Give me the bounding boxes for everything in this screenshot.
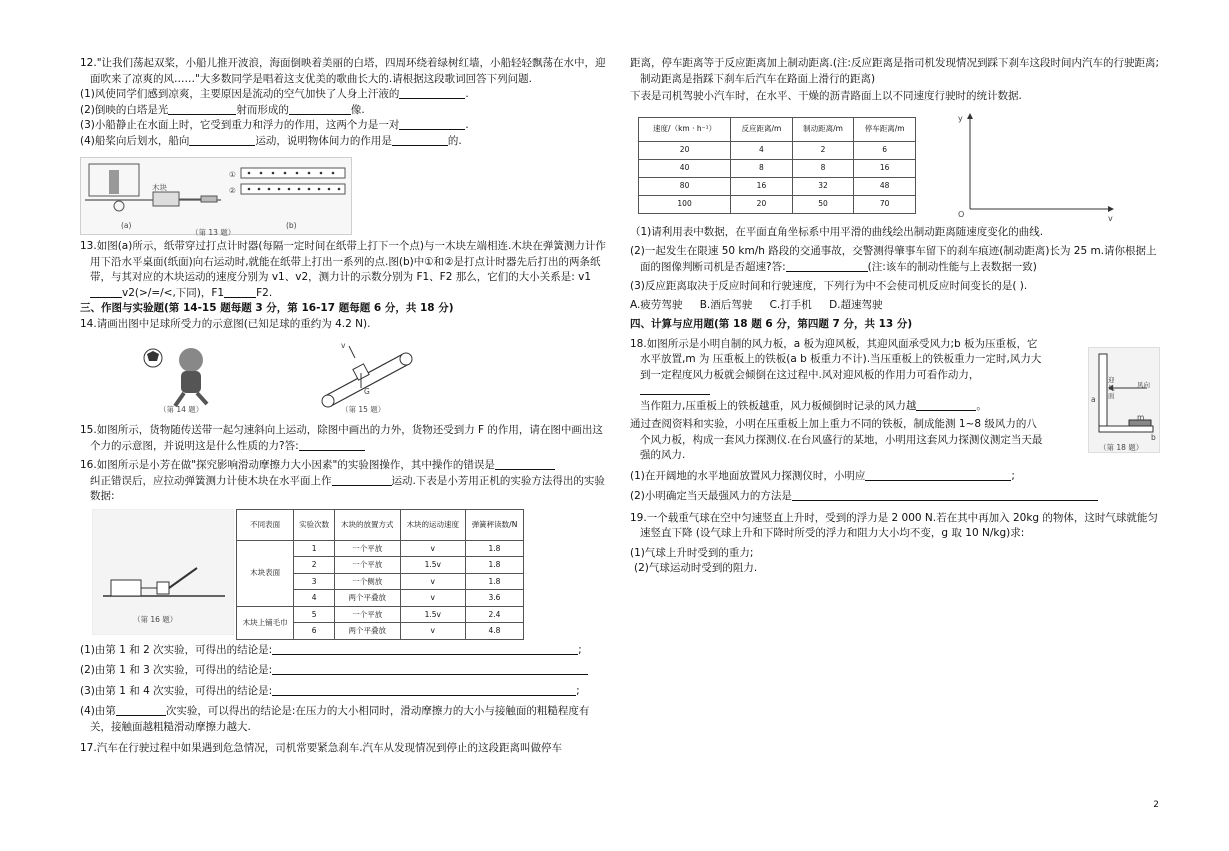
table-cell: 1: [294, 540, 335, 557]
table17-graph-block: [630, 111, 1160, 221]
table-cell: 6: [294, 623, 335, 640]
table-cell: 两个平叠放: [334, 623, 400, 640]
graph-y-label: y: [958, 113, 963, 123]
section-4-heading: 四、计算与应用题(第 18 题 6 分，第四题 7 分，共 13 分): [630, 318, 913, 330]
q12-sub4-end: 的.: [447, 134, 462, 147]
figure-18-drawing: [1089, 348, 1159, 452]
answer-blank[interactable]: [392, 134, 448, 146]
table-header: 不同表面: [237, 509, 294, 540]
answer-blank[interactable]: [640, 383, 710, 395]
table-cell: 16: [854, 159, 916, 177]
q16-sub4: [80, 704, 608, 735]
fig13-tape2-label: ②: [229, 186, 236, 195]
option-c[interactable]: C.打手机: [769, 298, 812, 311]
table-row: [237, 540, 524, 557]
q18-para2-text: 当作阻力,压重板上的铁板越重，风力板倾倒时记录的风力越: [640, 399, 917, 412]
table-header: 制动距离/m: [792, 117, 854, 141]
option-a[interactable]: A.疲劳驾驶: [630, 298, 683, 311]
q12-sub1: [80, 87, 608, 103]
answer-blank[interactable]: [272, 643, 578, 655]
q12-sub4-text: (4)船桨向后划水，船向: [80, 134, 190, 147]
table-cell: 两个平叠放: [334, 590, 400, 607]
q12-sub1-end: .: [465, 88, 469, 100]
right-column: [630, 56, 1160, 577]
graph-origin-label: O: [958, 209, 965, 219]
fig16-caption: （第 16 题）: [133, 614, 178, 624]
coordinate-graph-axes: [956, 111, 1116, 217]
answer-blank[interactable]: [168, 103, 236, 115]
table-cell: 48: [854, 177, 916, 195]
q19-sub2: (2)气球运动时受到的阻力.: [634, 562, 758, 574]
table-cell: v: [400, 590, 466, 607]
answer-blank[interactable]: [299, 439, 365, 451]
fig15-velocity-label: v: [341, 341, 346, 350]
fig13-label-a: (a): [121, 221, 132, 230]
table-cell: 4: [294, 590, 335, 607]
table-cell: 40: [639, 159, 731, 177]
q15-stem: [80, 423, 608, 454]
answer-blank[interactable]: [289, 103, 351, 115]
fig18-caption: （第 18 题）: [1099, 442, 1144, 452]
table-cell: 20: [639, 141, 731, 159]
q12-sub1-text: (1)风使同学们感到凉爽，主要原因是流动的空气加快了人身上汗液的: [80, 88, 400, 100]
q17-intro: 下表是司机驾驶小汽车时，在水平、干燥的沥青路面上以不同速度行驶时的统计数据.: [630, 90, 1022, 102]
fig18-a-label: a: [1091, 394, 1096, 404]
q16-stem: [80, 458, 608, 505]
table-cell: 8: [792, 159, 854, 177]
q18-block: [630, 337, 1160, 464]
q18-sub1-text: (1)在开阔地的水平地面放置风力探测仪时，小明应: [630, 469, 866, 482]
table-cell: 一个平放: [334, 540, 400, 557]
answer-blank[interactable]: [224, 286, 256, 298]
q16-sub4-rest: 次实验，可以得出的结论是:在压力的大小相同时，滑动摩擦力的大小与接触面的粗糙程度有关，接触面越粗糙滑动摩擦力越大.: [90, 705, 590, 733]
q16-sub3-end: ;: [576, 684, 580, 697]
answer-blank[interactable]: [272, 663, 588, 675]
answer-blank[interactable]: [865, 469, 1011, 481]
answer-blank[interactable]: [90, 286, 122, 298]
table-cell: 8: [731, 159, 793, 177]
fig15-gravity-label: G: [364, 387, 370, 396]
q18-sub2-text: (2)小明确定当天最强风力的方法是: [630, 490, 792, 502]
q16-sub2-text: (2)由第 1 和 3 次实验，可得出的结论是:: [80, 664, 273, 676]
q16-sub3: [80, 684, 608, 700]
q17-continued: 距离，停车距离等于反应距离加上制动距离.(注:反应距离是指司机发现情况到踩下刹车这段时间内汽车的行驶距离;制动距离是指踩下刹车后汽车在路面上滑行的距离): [630, 57, 1160, 85]
table-cell: 80: [639, 177, 731, 195]
table-header: 停车距离/m: [854, 117, 916, 141]
q12-sub4: [80, 134, 608, 150]
q16-text-c: 运动.下表是小芳用正机的实验方法得出的实验数据:: [90, 474, 605, 502]
q13-text: 13.如图(a)所示，纸带穿过打点计时器(每隔一定时间在纸带上打下一个点)与一木块左端相连.木块在弹簧测力计作用下沿水平桌面(纸面)向右运动时,就能在纸带上打出一系列的点.图(b)中①和②是打点计时器先后打出的两条纸带，与其对应的木块运动的速度分别为 v1、v2，测力计的示数分别为 F1、F2 那么，它们的大小关系是: v1: [80, 240, 606, 283]
table-cell: 2: [792, 141, 854, 159]
figures-14-15: [80, 335, 608, 419]
table-cell: 16: [731, 177, 793, 195]
table-17-header-row: [639, 117, 916, 141]
q17-options: [630, 298, 1160, 314]
table-header: 速度/（km · h⁻¹）: [639, 117, 731, 141]
q18-para2: [630, 399, 1044, 415]
section-3-heading: 三、作图与实验题(第 14-15 题每题 3 分，第 16-17 题每题 6 分，共 18 分): [80, 302, 454, 314]
q18-para1-text: 18.如图所示是小明自制的风力板，a 板为迎风板，其迎风面承受风力;b 板为压重板，它水平放置,m 为 压重板上的铁板(a b 板重力不计).当压重板上的铁板重力一定时,风力大到一定程度风力板就会倾倒在这过程中.风对迎风板的作用力可看作动力，: [630, 337, 1042, 381]
table-header: 反应距离/m: [731, 117, 793, 141]
q19-sub1: (1)气球上升时受到的重力;: [630, 546, 754, 559]
q13-stem: [80, 239, 608, 301]
q18-sub1-end: ;: [1011, 469, 1015, 482]
q17-sub2: [630, 244, 1160, 275]
table-cell: 2.4: [466, 606, 524, 623]
q16-sub2: [80, 663, 608, 679]
q13-mid: v2(>/=/<,下同)，F1: [122, 286, 225, 299]
table-cell: 100: [639, 195, 731, 213]
table-surface-cell: 木块表面: [237, 540, 294, 606]
table-cell: 4: [731, 141, 793, 159]
q17-stem: 17.汽车在行驶过程中如果遇到危急情况，司机常要紧急刹车.汽车从发现情况到停止的这段距离叫做停车: [80, 742, 563, 754]
q12-stem: 12."让我们荡起双桨，小船儿推开波浪，海面倒映着美丽的白塔，四周环绕着绿树红墙，小船轻轻飘荡在水中，迎面吹来了凉爽的风……"大多数同学是唱着这支优美的歌曲长大的.请根据这段歌词回答下列问题.: [80, 57, 606, 85]
figure-13: [80, 157, 352, 235]
table-cell: 一个平放: [334, 557, 400, 574]
table-cell: 4.8: [466, 623, 524, 640]
table-cell: 3: [294, 573, 335, 590]
left-column: [80, 56, 608, 757]
table-header: 实验次数: [294, 509, 335, 540]
table-cell: 2: [294, 557, 335, 574]
answer-blank[interactable]: [272, 684, 576, 696]
fig13-label-b: (b): [286, 221, 297, 230]
q12-sub2-end: 像.: [350, 103, 365, 116]
q16-text-b: 纠正错误后，应拉动弹簧测力计使木块在水平面上作: [90, 474, 332, 487]
q16-sub1-text: (1)由第 1 和 2 次实验，可得出的结论是:: [80, 643, 273, 656]
q12-sub3-text: (3)小船静止在水面上时，它受到重力和浮力的作用，这两个力是一对: [80, 119, 400, 131]
table-16-header-row: [237, 509, 524, 540]
fig15-caption: （第 15 题）: [341, 405, 386, 414]
option-d[interactable]: D.超速驾驶: [829, 298, 883, 311]
q18-para3: 通过查阅资料和实验，小明在压重板上加上重力不同的铁板，制成能测 1~8 级风力的八个风力板，构成一套风力探测仪.在台风盛行的某地，小明用这套风力探测仪测定当天最强的风力.: [630, 418, 1043, 461]
q16-text-a: 16.如图所示是小芳在做"探究影响滑动摩擦力大小因素"的实验图操作，其中操作的错误是: [80, 459, 495, 471]
answer-blank[interactable]: [786, 260, 868, 272]
table-cell: 5: [294, 606, 335, 623]
answer-blank[interactable]: [399, 118, 465, 130]
table-cell: 1.5v: [400, 557, 466, 574]
page-number: 2: [1153, 800, 1159, 810]
q15-text: 15.如图所示，货物随传送带一起匀速斜向上运动，除图中画出的力外，货物还受到力 F 的作用，请在图中画出这个力的示意图，并说明这是什么性质的力?答:: [80, 424, 603, 452]
answer-blank[interactable]: [332, 474, 392, 486]
q19-stem: 19.一个载重气球在空中匀速竖直上升时，受到的浮力是 2 000 N.若在其中再加入 20kg 的物体，这时气球就能匀速竖直下降 (设气球上升和下降时所受的浮力和阻力大小均不变，g 取 10 N/kg)求:: [630, 511, 1158, 539]
table-cell: 6: [854, 141, 916, 159]
table-17: [638, 117, 916, 214]
fig14-caption: （第 14 题）: [159, 405, 204, 414]
q17-sub2-text: (2)一起发生在限速 50 km/h 路段的交通事故，交警测得肇事车留下的刹车痕迹(制动距离)长为 25 m.请你根据上面的图像判断司机是否超速?答:: [630, 245, 1157, 273]
figure-16: [92, 509, 234, 635]
table-row: [639, 159, 916, 177]
table-row: [639, 141, 916, 159]
table-row: [639, 195, 916, 213]
fig13-block-label: 木块: [152, 183, 167, 192]
graph-x-label: v: [1108, 213, 1113, 223]
table-cell: v: [400, 540, 466, 557]
table-header: 木块的运动速度: [400, 509, 466, 540]
fig18-wind-label: 风向: [1137, 380, 1150, 389]
q12-sub2-mid: 射而形成的: [236, 103, 289, 116]
option-b[interactable]: B.酒后驾驶: [699, 298, 753, 311]
table-cell: 50: [792, 195, 854, 213]
table-cell: 3.6: [466, 590, 524, 607]
table-16: [236, 509, 524, 640]
figure-15: [310, 335, 432, 417]
q14-stem: 14.请画出图中足球所受力的示意图(已知足球的重约为 4.2 N).: [80, 317, 371, 330]
q17-sub1: （1)请利用表中数据，在平面直角坐标系中用平滑的曲线绘出制动距离随速度变化的曲线.: [630, 225, 1044, 238]
table-cell: 1.5v: [400, 606, 466, 623]
q16-sub4-text: (4)由第: [80, 705, 116, 717]
table-row: [639, 177, 916, 195]
fig13-tape1-label: ①: [229, 170, 236, 179]
q12-sub2: [80, 103, 608, 119]
table-cell: v: [400, 623, 466, 640]
table-cell: 70: [854, 195, 916, 213]
table-cell: 一个侧放: [334, 573, 400, 590]
fig18-wind-board-label: 迎风面: [1108, 375, 1115, 400]
q16-sub1-end: ;: [578, 643, 582, 656]
q18-text: [630, 337, 1044, 464]
q17-sub3: (3)反应距离取决于反应时间和行驶速度，下列行为中不会使司机反应时间变长的是( ).: [630, 280, 1028, 292]
answer-blank[interactable]: [792, 489, 1098, 501]
answer-blank[interactable]: [399, 87, 465, 99]
table-cell: 20: [731, 195, 793, 213]
answer-blank[interactable]: [495, 458, 555, 470]
table-row: [237, 606, 524, 623]
answer-blank[interactable]: [116, 704, 166, 716]
table-cell: v: [400, 573, 466, 590]
q18-para2-end: 。: [976, 399, 987, 412]
q13-end: F2.: [256, 286, 273, 299]
figure-16-block: [80, 509, 608, 637]
table-header: 木块的放置方式: [334, 509, 400, 540]
figure-18: [1088, 347, 1160, 453]
table-surface-cell: 木块上铺毛巾: [237, 606, 294, 639]
table-cell: 一个平放: [334, 606, 400, 623]
q12-sub3-end: .: [465, 119, 469, 131]
q12-sub4-mid: 运动，说明物体间力的作用是: [255, 134, 392, 147]
fig18-m-label: m: [1137, 412, 1145, 422]
q18-para1: [630, 337, 1044, 399]
fig18-b-label: b: [1151, 432, 1156, 442]
q16-sub3-text: (3)由第 1 和 4 次实验，可得出的结论是:: [80, 684, 273, 697]
table-cell: 1.8: [466, 557, 524, 574]
table-cell: 1.8: [466, 573, 524, 590]
q12-sub3: [80, 118, 608, 134]
q12-sub2-text: (2)倒映的白塔是光: [80, 103, 169, 116]
figure-14: [128, 335, 250, 417]
q18-sub1: [630, 469, 1160, 485]
answer-blank[interactable]: [916, 399, 976, 411]
q16-sub1: [80, 643, 608, 659]
coordinate-graph: [956, 111, 1116, 223]
answer-blank[interactable]: [189, 134, 255, 146]
table-cell: 1.8: [466, 540, 524, 557]
fig13-caption: （第 13 题）: [191, 228, 236, 237]
q18-sub2: [630, 489, 1160, 505]
table-cell: 32: [792, 177, 854, 195]
q17-sub2-note: (注:该车的制动性能与上表数据一致): [867, 260, 1037, 273]
table-header: 弹簧秤读数/N: [466, 509, 524, 540]
